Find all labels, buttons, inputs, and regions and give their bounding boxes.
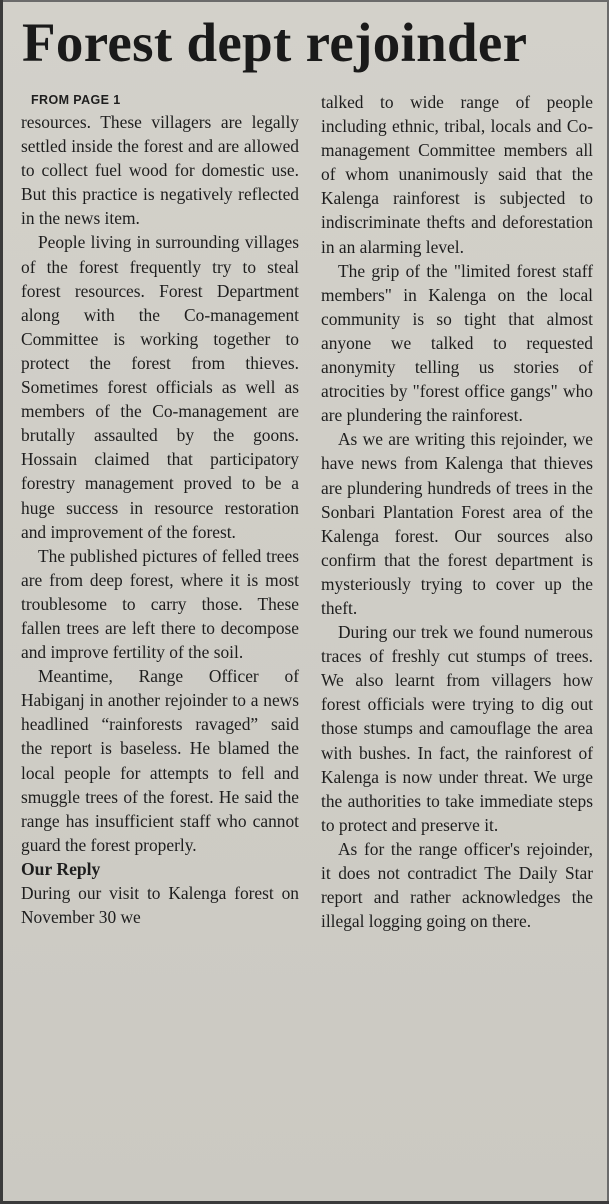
paragraph: During our visit to Kalenga forest on November 30 we bbox=[21, 883, 299, 928]
paragraph: As we are writing this rejoinder, we have news from Kalenga that thieves are plundering hundreds of trees in the Sonbari Plantation Forest area of the Kalenga forest. Our sources also confirm that the forest department is mysteriously trying to cover up the theft. bbox=[321, 429, 593, 618]
paragraph: People living in surrounding villages of the forest frequently try to steal forest resources. Forest Department along with the Co-management Committee is working together to protect the forest from thieves. Sometimes forest officials as well as members of the Co-management are brutally assaulted by the goons. Hossain claimed that participatory forestry management proved to be a huge success in resource restoration and improvement of the forest. bbox=[21, 232, 299, 542]
paragraph: As for the range officer's rejoinder, it does not contradict The Daily Star report and rather acknowledges the illegal logging going on there. bbox=[321, 838, 593, 932]
clipping-edge-left bbox=[0, 0, 3, 1204]
subheading-our-reply: Our Reply bbox=[21, 858, 101, 879]
headline: Forest dept rejoinder bbox=[22, 12, 528, 73]
paragraph: The published pictures of felled trees are from deep forest, where it is most troublesome to carry those. These fallen trees are left there to decompose and improve fertility of the soil. bbox=[21, 545, 299, 663]
continued-from-label: FROM PAGE 1 bbox=[31, 93, 121, 107]
left-column bbox=[21, 90, 299, 929]
paragraph: During our trek we found numerous traces of freshly cut stumps of trees. We also learnt from villagers how forest officials were trying to dig out those stumps and camouflage the area with bushes. In fact, the rainforest of Kalenga is now under threat. We urge the authorities to take immediate steps to protect and preserve it. bbox=[321, 622, 593, 835]
clipping-edge-top bbox=[0, 0, 609, 2]
paragraph: The grip of the "limited forest staff members" in Kalenga on the local community is so tight that almost anyone we talked to requested anonymity telling us stories of atrocities by "forest office gangs" who are plundering the rainforest. bbox=[321, 260, 593, 426]
column-gutter bbox=[308, 92, 309, 1184]
paragraph: talked to wide range of people including ethnic, tribal, locals and Co-management Committee members all of whom unanimously said that the Kalenga rainforest is subjected to indiscriminate thefts and deforestation in an alarming level. bbox=[321, 92, 593, 257]
paragraph: resources. These villagers are legally settled inside the forest and are allowed to collect fuel wood for domestic use. But this practice is negatively reflected in the news item. bbox=[21, 112, 299, 229]
right-column bbox=[321, 90, 593, 933]
paragraph: Meantime, Range Officer of Habiganj in another rejoinder to a news headlined “rainforests ravaged” said the report is baseless. He blamed the local people for attempts to fell and smuggle trees of the forest. He said the range has insufficient staff who cannot guard the forest properly. bbox=[21, 666, 299, 855]
